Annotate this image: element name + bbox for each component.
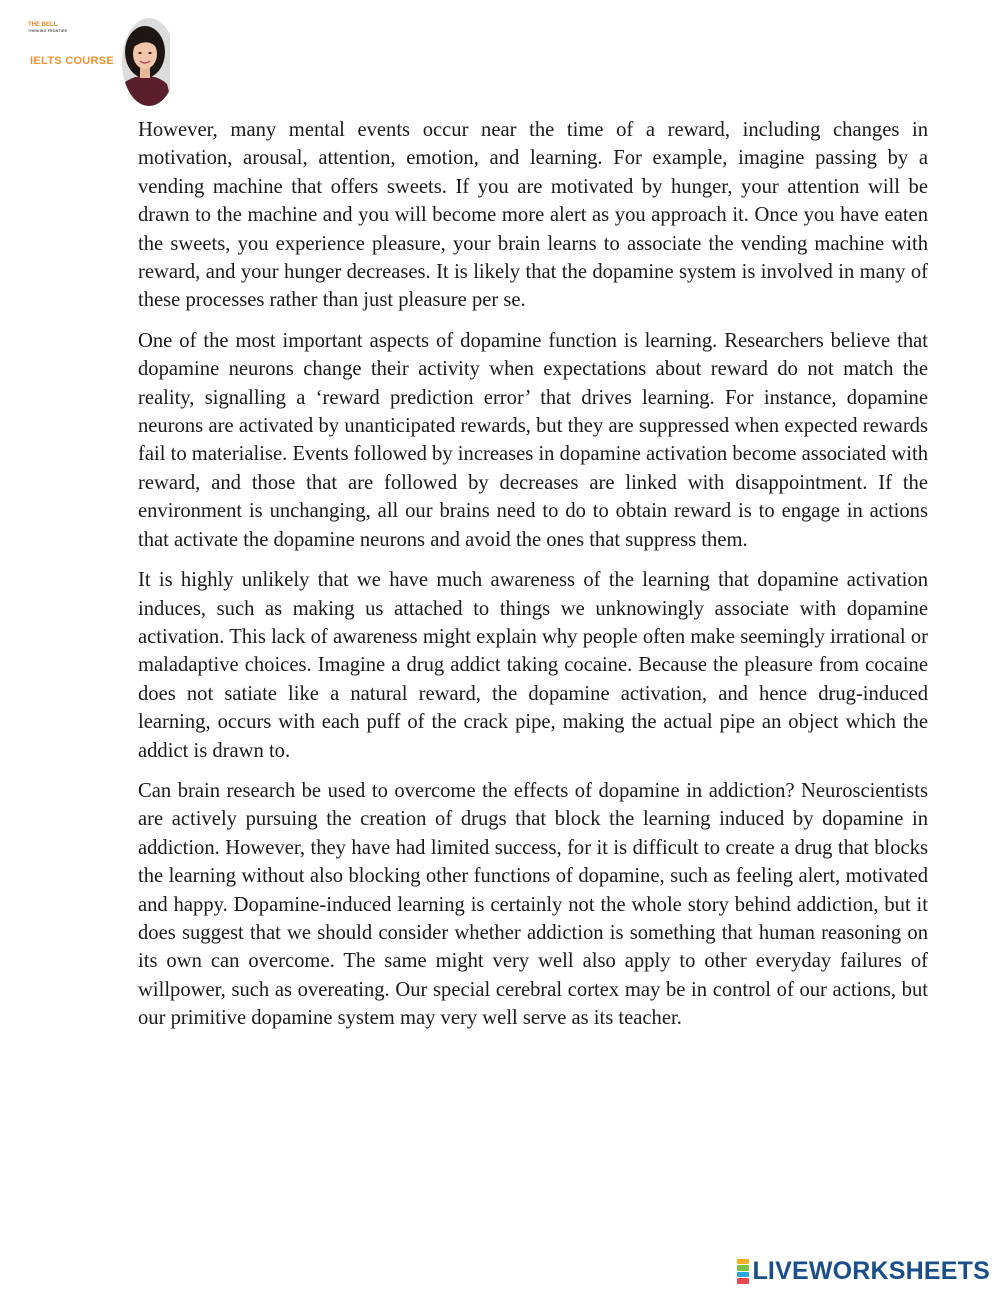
brand-tagline: THINKING FRONTIER: [28, 29, 68, 33]
article-body: [138, 116, 928, 1045]
liveworksheets-logo-text: LIVEWORKSHEETS: [752, 1257, 990, 1285]
brand-name-text: THE BELL: [28, 22, 58, 28]
paragraph: Can brain research be used to overcome the effects of dopamine in addiction? Neuroscientists are actively pursuing the creation of drugs that block the learning induced by dopamine in addiction. However, they have had limited success, for it is difficult to create a drug that blocks the learning without also blocking other functions of dopamine, such as feeling alert, motivated and happy. Dopamine-induced learning is certainly not the whole story behind addiction, but it does suggest that we should consider whether addiction is something that human reasoning on its own can overcome. The same might very well also apply to other everyday failures of willpower, such as overeating. Our special cerebral cortex may be in control of our actions, but our primitive dopamine system may very well serve as its teacher.: [138, 779, 928, 1030]
header-logo: [22, 18, 174, 108]
paragraph: One of the most important aspects of dopamine function is learning. Researchers believe that dopamine neurons change their activity when expectations about reward do not match the reality, signalling a ‘reward prediction error’ that drives learning. For instance, dopamine neurons are activated by unanticipated rewards, but they are suppressed when expected rewards fail to materialise. Events followed by increases in dopamine activation become associated with reward, and those that are followed by decreases are linked with disappointment. If the environment is unchanging, all our brains need to do to obtain reward is to engage in actions that activate the dopamine neurons and avoid the ones that suppress them.: [138, 329, 928, 551]
logo-block: [737, 1259, 749, 1265]
logo-block: [737, 1278, 749, 1284]
paragraph: It is highly unlikely that we have much awareness of the learning that dopamine activation induces, such as making us attached to things we unknowingly associate with dopamine activation. This lack of awareness might explain why people often make seemingly irrational or maladaptive choices. Imagine a drug addict taking cocaine. Because the pleasure from cocaine does not satiate like a natural reward, the dopamine activation, and hence drug-induced learning, occurs with each puff of the crack pipe, making the actual pipe an object which the addict is drawn to.: [138, 569, 928, 762]
logo-block: [737, 1272, 749, 1278]
liveworksheets-logo[interactable]: [737, 1258, 990, 1284]
logo-block: [737, 1265, 749, 1271]
course-label: IELTS COURSE: [30, 55, 115, 67]
liveworksheets-logo-icon: [737, 1259, 749, 1284]
teacher-portrait-icon: [121, 18, 173, 106]
brand-name: [28, 22, 67, 33]
paragraph: However, many mental events occur near the time of a reward, including changes in motivation, arousal, attention, emotion, and learning. For example, imagine passing by a vending machine that offers sweets. If you are motivated by hunger, your attention will be drawn to the machine and you will become more alert as you approach it. Once you have eaten the sweets, you experience pleasure, your brain learns to associate the vending machine with reward, and your hunger decreases. It is likely that the dopamine system is involved in many of these processes rather than just pleasure per se.: [138, 119, 928, 312]
